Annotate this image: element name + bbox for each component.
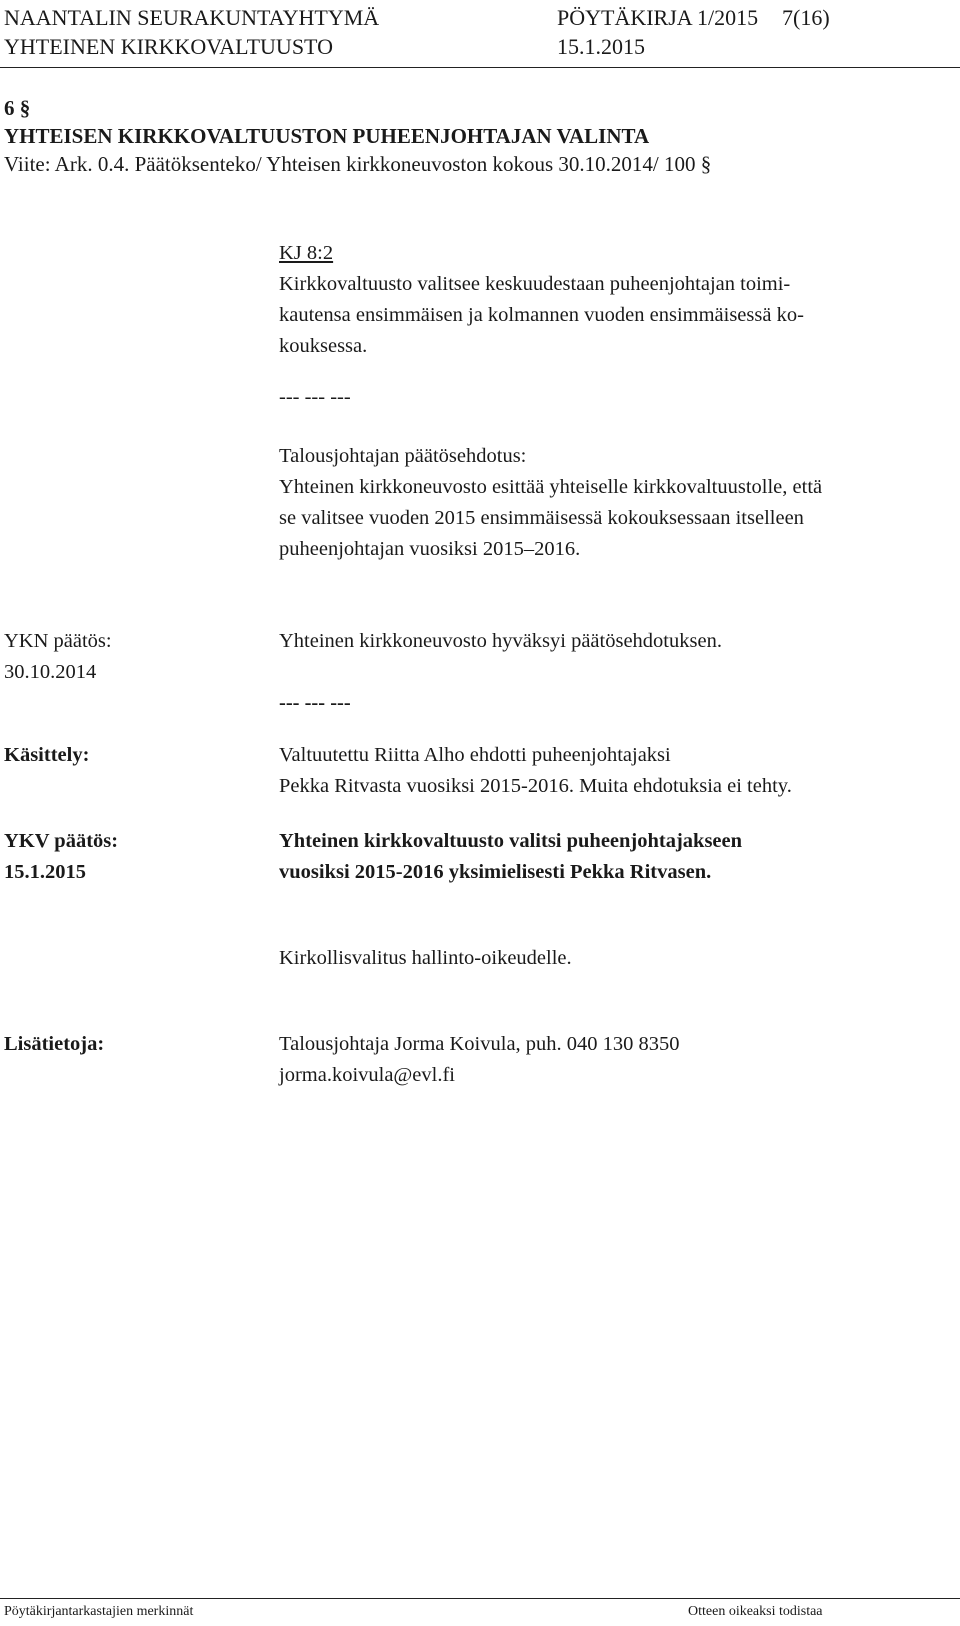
kasittely-line: Pekka Ritvasta vuosiksi 2015-2016. Muita ehdotuksia ei tehty.: [279, 775, 792, 797]
info-email: jorma.koivula@evl.fi: [279, 1064, 456, 1086]
proposal-line: puheenjohtajan vuosiksi 2015–2016.: [279, 538, 581, 560]
separator-bold: --- --- ---: [279, 692, 351, 714]
ykn-text: Yhteinen kirkkoneuvosto hyväksyi päätösehdotuksen.: [279, 630, 722, 652]
kasittely-line: Valtuutettu Riitta Alho ehdotti puheenjohtajaksi: [279, 744, 671, 766]
section-title: YHTEISEN KIRKKOVALTUUSTON PUHEENJOHTAJAN VALINTA: [4, 124, 650, 148]
header-document: PÖYTÄKIRJA 1/2015: [557, 5, 759, 30]
info-contact: Talousjohtaja Jorma Koivula, puh. 040 130 8350: [279, 1033, 680, 1055]
footer-left: Pöytäkirjantarkastajien merkinnät: [4, 1604, 194, 1619]
section-number: 6 §: [4, 96, 31, 120]
header-divider: [0, 67, 960, 68]
ykv-label: YKV päätös:: [4, 830, 119, 852]
ykv-date: 15.1.2015: [4, 861, 86, 883]
ykv-line: Yhteinen kirkkovaltuusto valitsi puheenjohtajakseen: [279, 830, 743, 852]
info-label: Lisätietoja:: [4, 1033, 105, 1055]
header-date: 15.1.2015: [557, 34, 645, 59]
proposal-line: Yhteinen kirkkoneuvosto esittää yhteiselle kirkkovaltuustolle, että: [279, 476, 823, 498]
kj-paragraph: [279, 269, 955, 362]
header-organization: NAANTALIN SEURAKUNTAYHTYMÄ: [4, 5, 380, 30]
kasittely-label: Käsittely:: [4, 744, 90, 766]
section-reference: Viite: Ark. 0.4. Päätöksenteko/ Yhteisen kirkkoneuvoston kokous 30.10.2014/ 100 §: [4, 152, 712, 176]
proposal-line: se valitsee vuoden 2015 ensimmäisessä kokouksessaan itselleen: [279, 507, 804, 529]
kj-line: kouksessa.: [279, 335, 368, 357]
proposal-heading: Talousjohtajan päätösehdotus:: [279, 445, 527, 467]
kj-line: Kirkkovaltuusto valitsee keskuudestaan puheenjohtajan toimi-: [279, 273, 791, 295]
ykv-line: vuosiksi 2015-2016 yksimielisesti Pekka Ritvasen.: [279, 861, 712, 883]
ykn-date: 30.10.2014: [4, 661, 97, 683]
appeal-note: Kirkollisvalitus hallinto-oikeudelle.: [279, 947, 572, 969]
separator: --- --- ---: [279, 386, 351, 408]
kj-line: kautensa ensimmäisen ja kolmannen vuoden ensimmäisessä ko-: [279, 304, 804, 326]
header-page-number: 7(16): [782, 5, 830, 30]
ykn-label: YKN päätös:: [4, 630, 112, 652]
kj-heading: KJ 8:2: [279, 242, 334, 264]
footer-right: Otteen oikeaksi todistaa: [688, 1604, 823, 1619]
header-body: YHTEINEN KIRKKOVALTUUSTO: [4, 34, 333, 59]
footer-divider: [0, 1598, 960, 1599]
proposal-paragraph: [279, 472, 955, 565]
